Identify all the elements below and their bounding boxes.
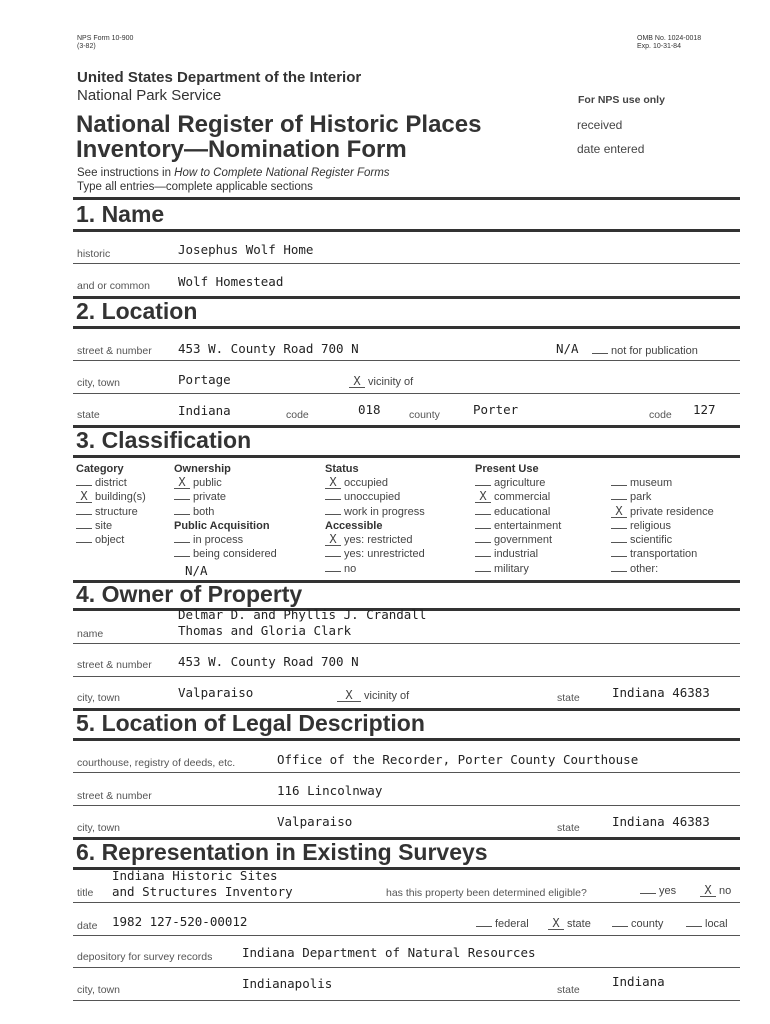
legal-state-field[interactable]: Indiana 46383 [612, 814, 710, 829]
survey-title-line2[interactable]: and Structures Inventory [112, 884, 293, 899]
checkbox-label: object [95, 534, 125, 547]
city-field[interactable]: Portage [178, 372, 231, 387]
checkbox-label: work in progress [344, 505, 425, 518]
section-5-heading: 5. Location of Legal Description [76, 710, 425, 736]
courthouse-field[interactable]: Office of the Recorder, Porter County Courthouse [277, 752, 639, 767]
owner-city-label: city, town [77, 692, 120, 704]
checkbox-mark [475, 528, 491, 529]
checkbox-mark [76, 514, 92, 515]
local-level-mark [686, 926, 702, 927]
section-rule [73, 229, 740, 232]
checkbox-mark [325, 499, 341, 500]
survey-title-label: title [77, 887, 94, 899]
section-6-heading: 6. Representation in Existing Surveys [76, 839, 488, 865]
legal-street-label: street & number [77, 790, 152, 802]
form-date: (3-82) [77, 43, 96, 50]
checkbox-label: unoccupied [344, 491, 401, 504]
na-value: N/A [556, 341, 579, 356]
category-checkbox-building-s-[interactable] [76, 491, 146, 505]
county-code-field[interactable]: 127 [693, 402, 716, 417]
federal-mark [476, 926, 492, 927]
section-3-heading: 3. Classification [76, 427, 252, 453]
checkbox-label: structure [95, 505, 138, 518]
checkbox-label: park [630, 491, 652, 504]
checkbox-label: transportation [630, 548, 698, 561]
federal-label: federal [495, 918, 529, 930]
department-name: United States Department of the Interior [77, 69, 362, 86]
owner-name-line2[interactable]: Thomas and Gloria Clark [178, 623, 352, 638]
expiration-date: Exp. 10-31-84 [637, 43, 681, 50]
section-2-heading: 2. Location [76, 298, 198, 324]
use-checkbox-scientific[interactable] [611, 534, 714, 548]
checkbox-mark [325, 571, 341, 572]
survey-title-line1[interactable]: Indiana Historic Sites [112, 868, 278, 883]
status-checkbox-work-in-progress[interactable] [325, 506, 425, 520]
vicinity-label: vicinity of [368, 376, 414, 388]
checkbox-mark: X [76, 491, 92, 503]
checkbox-mark [475, 571, 491, 572]
eligible-no-checkbox[interactable] [700, 885, 731, 897]
field-rule [73, 805, 740, 806]
checkbox-label: entertainment [494, 519, 562, 532]
local-level-label: local [705, 918, 728, 930]
county-label: county [409, 409, 440, 421]
accessible-checkbox-no[interactable] [325, 563, 425, 577]
eligible-yes-mark [640, 893, 656, 894]
category-options [76, 477, 146, 548]
street-label: street & number [77, 345, 152, 357]
local-level-checkbox[interactable] [686, 918, 728, 930]
vicinity-mark: X [349, 376, 365, 388]
eligible-yes-checkbox[interactable] [640, 885, 676, 897]
legal-state-label: state [557, 822, 580, 834]
not-for-publication-label: not for publication [611, 345, 698, 357]
state-label: state [77, 409, 100, 421]
owner-city-field[interactable]: Valparaiso [178, 685, 254, 700]
category-checkbox-site[interactable] [76, 520, 146, 534]
accessible-options [325, 534, 425, 577]
depository-field[interactable]: Indiana Department of Natural Resources [242, 945, 536, 960]
checkbox-label: occupied [344, 477, 389, 489]
for-nps-use-label: For NPS use only [578, 94, 665, 106]
checkbox-mark [611, 528, 627, 529]
checkbox-label: yes: unrestricted [344, 548, 425, 561]
vicinity-checkbox[interactable] [349, 376, 413, 388]
checkbox-mark [611, 571, 627, 572]
use-checkbox-government[interactable] [475, 534, 561, 548]
acquisition-options [174, 534, 277, 563]
survey-state-field[interactable]: Indiana [612, 974, 665, 989]
field-rule [73, 643, 740, 644]
checkbox-mark [174, 514, 190, 515]
present-use-options-2 [611, 477, 714, 577]
owner-name-line1[interactable]: Delmar D. and Phyllis J. Crandall [178, 607, 427, 622]
checkbox-label: private [193, 491, 227, 504]
checkbox-mark [325, 556, 341, 557]
checkbox-mark [611, 485, 627, 486]
checkbox-label: scientific [630, 534, 673, 547]
checkbox-mark [76, 542, 92, 543]
checkbox-label: private residence [630, 505, 714, 518]
checkbox-label: commercial [494, 491, 551, 504]
use-checkbox-educational[interactable] [475, 506, 561, 520]
category-checkbox-object[interactable] [76, 534, 146, 548]
form-title-line1: National Register of Historic Places [76, 111, 482, 138]
status-checkbox-occupied[interactable] [325, 477, 425, 491]
state-level-label: state [567, 918, 591, 930]
legal-city-field[interactable]: Valparaiso [277, 814, 353, 829]
checkbox-label: district [95, 477, 127, 489]
status-checkbox-unoccupied[interactable] [325, 491, 425, 505]
checkbox-label: government [494, 534, 553, 547]
checkbox-label: industrial [494, 548, 539, 561]
street-field[interactable]: 453 W. County Road 700 N [178, 341, 359, 356]
historic-name-field[interactable]: Josephus Wolf Home [178, 242, 314, 257]
owner-street-label: street & number [77, 659, 152, 671]
present-use-header: Present Use [475, 463, 539, 475]
checkbox-label: religious [630, 519, 671, 532]
courthouse-label: courthouse, registry of deeds, etc. [77, 757, 236, 769]
depository-label: depository for survey records [77, 951, 213, 963]
checkbox-mark [325, 514, 341, 515]
checkbox-mark [611, 542, 627, 543]
accessible-header: Accessible [325, 520, 383, 532]
checkbox-mark [611, 499, 627, 500]
state-level-checkbox[interactable] [548, 918, 591, 930]
county-level-mark [612, 926, 628, 927]
use-checkbox-private-residence[interactable] [611, 503, 714, 520]
form-number: NPS Form 10-900 [77, 35, 134, 42]
checkbox-mark [76, 485, 92, 486]
use-checkbox-park[interactable] [611, 491, 714, 505]
use-checkbox-agriculture[interactable] [475, 477, 561, 491]
checkbox-mark: X [611, 506, 627, 518]
owner-name-label: name [77, 628, 104, 640]
accessible-checkbox-yes-unrestricted[interactable] [325, 548, 425, 562]
field-rule [73, 676, 740, 677]
use-checkbox-entertainment[interactable] [475, 520, 561, 534]
agency-name: National Park Service [77, 87, 222, 104]
survey-city-label: city, town [77, 984, 120, 996]
ownership-checkbox-private[interactable] [174, 491, 226, 505]
instructions-line2: Type all entries—complete applicable sections [77, 181, 313, 193]
checkbox-label: building(s) [95, 491, 146, 504]
section-rule [73, 738, 740, 741]
section-1-heading: 1. Name [76, 201, 165, 227]
county-field[interactable]: Porter [473, 402, 519, 417]
common-name-field[interactable]: Wolf Homestead [178, 274, 284, 289]
owner-vicinity-mark: X [337, 690, 361, 702]
ownership-checkbox-both[interactable] [174, 506, 226, 520]
code-label: code [286, 409, 309, 421]
use-checkbox-industrial[interactable] [475, 548, 561, 562]
acquisition-checkbox-being-considered[interactable] [174, 548, 277, 562]
field-rule [73, 1000, 740, 1001]
owner-vicinity-label: vicinity of [364, 690, 410, 702]
historic-label: historic [77, 248, 111, 260]
not-for-publication-checkbox[interactable] [592, 345, 698, 357]
checkbox-label: other: [630, 562, 659, 575]
city-label: city, town [77, 377, 120, 389]
checkbox-label: both [193, 505, 215, 518]
category-header: Category [76, 463, 124, 475]
checkbox-mark [475, 542, 491, 543]
code-field[interactable]: 018 [358, 402, 381, 417]
checkbox-mark [475, 556, 491, 557]
checkbox-label: no [344, 562, 357, 575]
state-field[interactable]: Indiana [178, 403, 231, 418]
date-entered-label: date entered [577, 142, 645, 156]
survey-state-label: state [557, 984, 580, 996]
checkbox-label: being considered [193, 548, 277, 561]
checkbox-mark [76, 528, 92, 529]
section-4-heading: 4. Owner of Property [76, 581, 303, 607]
legal-city-label: city, town [77, 822, 120, 834]
owner-state-field[interactable]: Indiana 46383 [612, 685, 710, 700]
use-checkbox-museum[interactable] [611, 477, 714, 491]
field-rule [73, 902, 740, 903]
checkbox-label: site [95, 519, 113, 532]
eligible-yes-label: yes [659, 885, 677, 897]
checkbox-label: public [193, 477, 222, 489]
ownership-options [174, 477, 226, 520]
section-rule [73, 455, 740, 458]
checkbox-mark: X [475, 491, 491, 503]
checkbox-label: educational [494, 505, 551, 518]
checkbox-mark [475, 485, 491, 486]
ownership-checkbox-public[interactable] [174, 477, 226, 491]
eligible-no-mark: X [700, 885, 716, 897]
field-rule [73, 360, 740, 361]
federal-checkbox[interactable] [476, 918, 529, 930]
checkbox-mark [174, 542, 190, 543]
checkbox-label: yes: restricted [344, 534, 413, 546]
checkbox-mark [174, 556, 190, 557]
checkbox-mark: X [325, 477, 341, 489]
field-rule [73, 967, 740, 968]
use-checkbox-commercial[interactable] [475, 491, 561, 505]
owner-street-field[interactable]: 453 W. County Road 700 N [178, 654, 359, 669]
omb-number: OMB No. 1024-0018 [637, 35, 702, 42]
checkbox-mark [174, 499, 190, 500]
field-rule [73, 935, 740, 936]
field-rule [73, 772, 740, 773]
use-checkbox-transportation[interactable] [611, 548, 714, 562]
field-rule [73, 393, 740, 394]
checkbox-mark: X [325, 534, 341, 546]
county-level-label: county [631, 918, 664, 930]
form-title-line2: Inventory—Nomination Form [76, 136, 407, 163]
checkbox-label: agriculture [494, 477, 546, 489]
survey-city-field[interactable]: Indianapolis [242, 976, 333, 991]
received-label: received [577, 118, 623, 132]
checkbox-mark [475, 514, 491, 515]
checkbox-label: museum [630, 477, 673, 489]
acquisition-checkbox-in-process[interactable] [174, 534, 277, 548]
present-use-options-1 [475, 477, 561, 577]
county-code-label: code [649, 409, 672, 421]
survey-date-field[interactable]: 1982 127-520-00012 [112, 914, 248, 929]
eligible-no-label: no [719, 885, 732, 897]
checkbox-label: military [494, 562, 529, 575]
legal-street-field[interactable]: 116 Lincolnway [277, 783, 383, 798]
county-level-checkbox[interactable] [612, 918, 663, 930]
status-options [325, 477, 425, 520]
eligibility-question: has this property been determined eligible? [386, 887, 587, 899]
public-acquisition-header: Public Acquisition [174, 520, 270, 532]
ownership-header: Ownership [174, 463, 231, 475]
owner-state-label: state [557, 692, 580, 704]
status-header: Status [325, 463, 359, 475]
checkbox-mark: X [174, 477, 190, 489]
acquisition-na: N/A [185, 563, 208, 578]
accessible-checkbox-yes-restricted[interactable] [325, 534, 425, 548]
field-rule [73, 263, 740, 264]
checkbox-mark [611, 556, 627, 557]
section-rule [73, 326, 740, 329]
common-name-label: and or common [77, 280, 150, 292]
use-checkbox-other-[interactable] [611, 563, 714, 577]
section-rule [73, 197, 740, 200]
checkbox-label: in process [193, 534, 244, 546]
survey-date-label: date [77, 920, 98, 932]
owner-vicinity-checkbox[interactable] [337, 690, 409, 702]
category-checkbox-structure[interactable] [76, 506, 146, 520]
use-checkbox-military[interactable] [475, 563, 561, 577]
instructions-line1: See instructions in How to Complete National Register Forms [77, 167, 390, 179]
use-checkbox-religious[interactable] [611, 520, 714, 534]
state-level-mark: X [548, 918, 564, 930]
